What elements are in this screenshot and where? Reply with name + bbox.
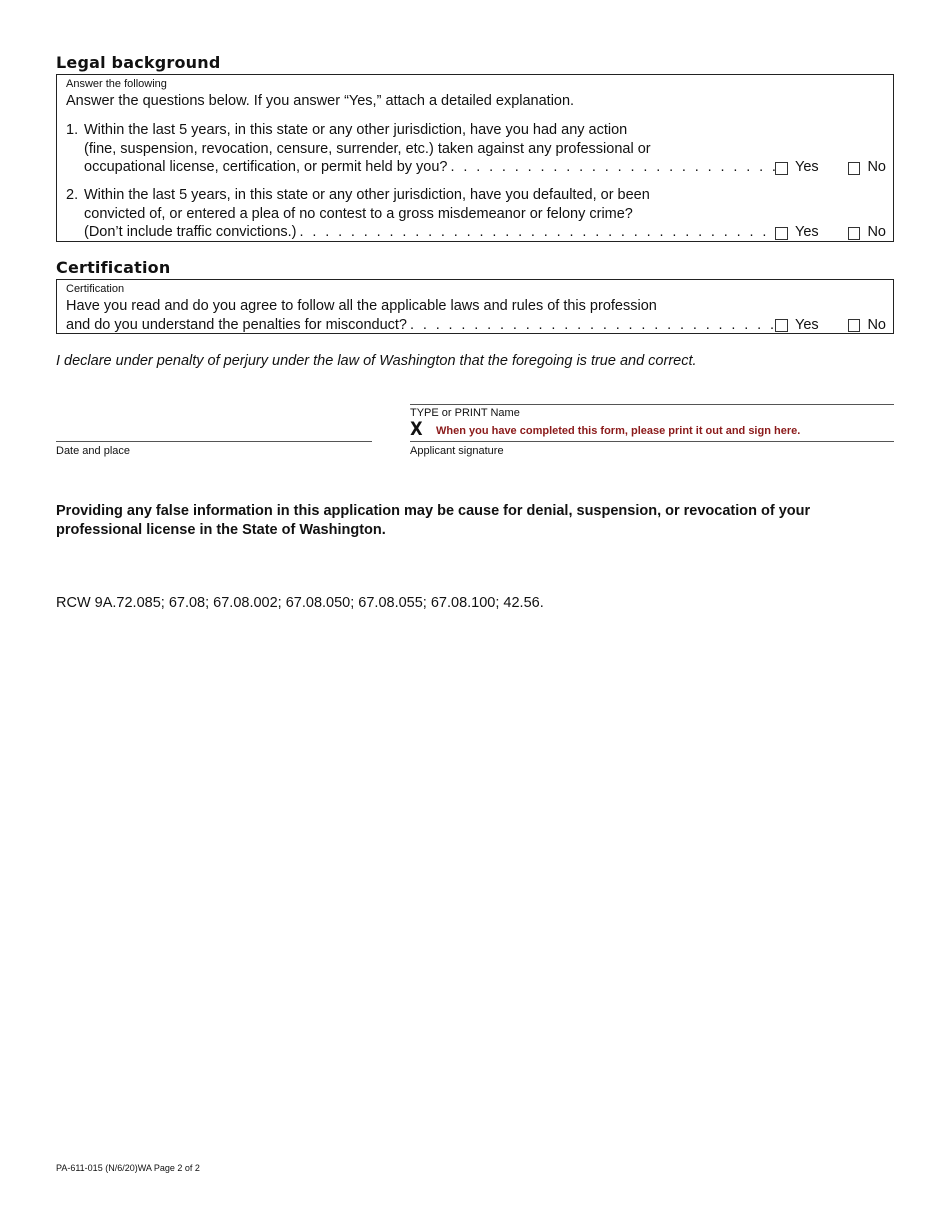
q-number: 1. [66,122,79,138]
cert-yes-checkbox[interactable] [775,319,788,332]
no-label: No [867,159,886,175]
q1-no-checkbox[interactable] [848,162,860,175]
declaration: I declare under penalty of perjury under the law of Washington that the foregoing is true and correct. [56,353,697,369]
q1-yes-option[interactable] [775,158,848,177]
q-line: Within the last 5 years, in this state or any other jurisdiction, have you had any action [84,122,628,138]
form-footer: PA-611-015 (N/6/20)WA Page 2 of 2 [56,1163,200,1173]
intro-text: Answer the questions below. If you answer “Yes,” attach a detailed explanation. [66,93,575,109]
q1-yes-checkbox[interactable] [775,162,788,175]
certification-question [66,297,886,334]
q2-no-option[interactable] [848,223,886,242]
date-label: Date and place [56,445,130,457]
cert-no-checkbox[interactable] [848,319,860,332]
q1-no-option[interactable] [848,158,886,177]
certification-box [56,279,894,334]
section-heading-legal: Legal background [56,53,221,72]
question-1 [66,121,886,177]
box-label: Certification [66,283,125,295]
q-line: Have you read and do you agree to follow all the applicable laws and rules of this profession [66,298,657,314]
q-line: (Don’t include traffic convictions.) [84,224,297,240]
legal-box [56,74,894,242]
q-line: Within the last 5 years, in this state or any other jurisdiction, have you defaulted, or been [84,187,650,203]
statute-references: RCW 9A.72.085; 67.08; 67.08.002; 67.08.050; 67.08.055; 67.08.100; 42.56. [56,595,544,611]
q-line: (fine, suspension, revocation, censure, surrender, etc.) taken against any professional or [84,140,651,157]
q-number: 2. [66,187,79,203]
dot-leader [297,223,776,242]
signature-line[interactable] [410,441,894,442]
no-label: No [867,224,886,240]
question-2 [66,186,886,242]
q-line: occupational license, certification, or permit held by you? [84,159,448,175]
box-label: Answer the following [66,78,167,90]
name-label: TYPE or PRINT Name [410,407,520,419]
section-heading-certification: Certification [56,258,171,277]
cert-yes-option[interactable] [775,316,848,335]
signature-label: Applicant signature [410,445,504,457]
q-line: convicted of, or entered a plea of no contest to a gross misdemeanor or felony crime? [84,205,633,222]
q2-no-checkbox[interactable] [848,227,860,240]
no-label: No [867,316,886,333]
date-line[interactable] [56,441,372,442]
yes-label: Yes [795,316,819,333]
yes-label: Yes [795,224,819,240]
signature-x-mark: X [410,418,423,440]
dot-leader [448,158,776,177]
q2-yes-option[interactable] [775,223,848,242]
dot-leader [407,316,775,335]
yes-label: Yes [795,159,819,175]
cert-no-option[interactable] [848,316,886,335]
q2-yes-checkbox[interactable] [775,227,788,240]
false-information-warning: Providing any false information in this application may be cause for denial, suspension, or revocation of your professional license in the State of Washington. [56,503,811,538]
signature-instruction: When you have completed this form, please print it out and sign here. [436,425,801,437]
q-line: and do you understand the penalties for misconduct? [66,316,407,333]
name-line [410,404,894,405]
